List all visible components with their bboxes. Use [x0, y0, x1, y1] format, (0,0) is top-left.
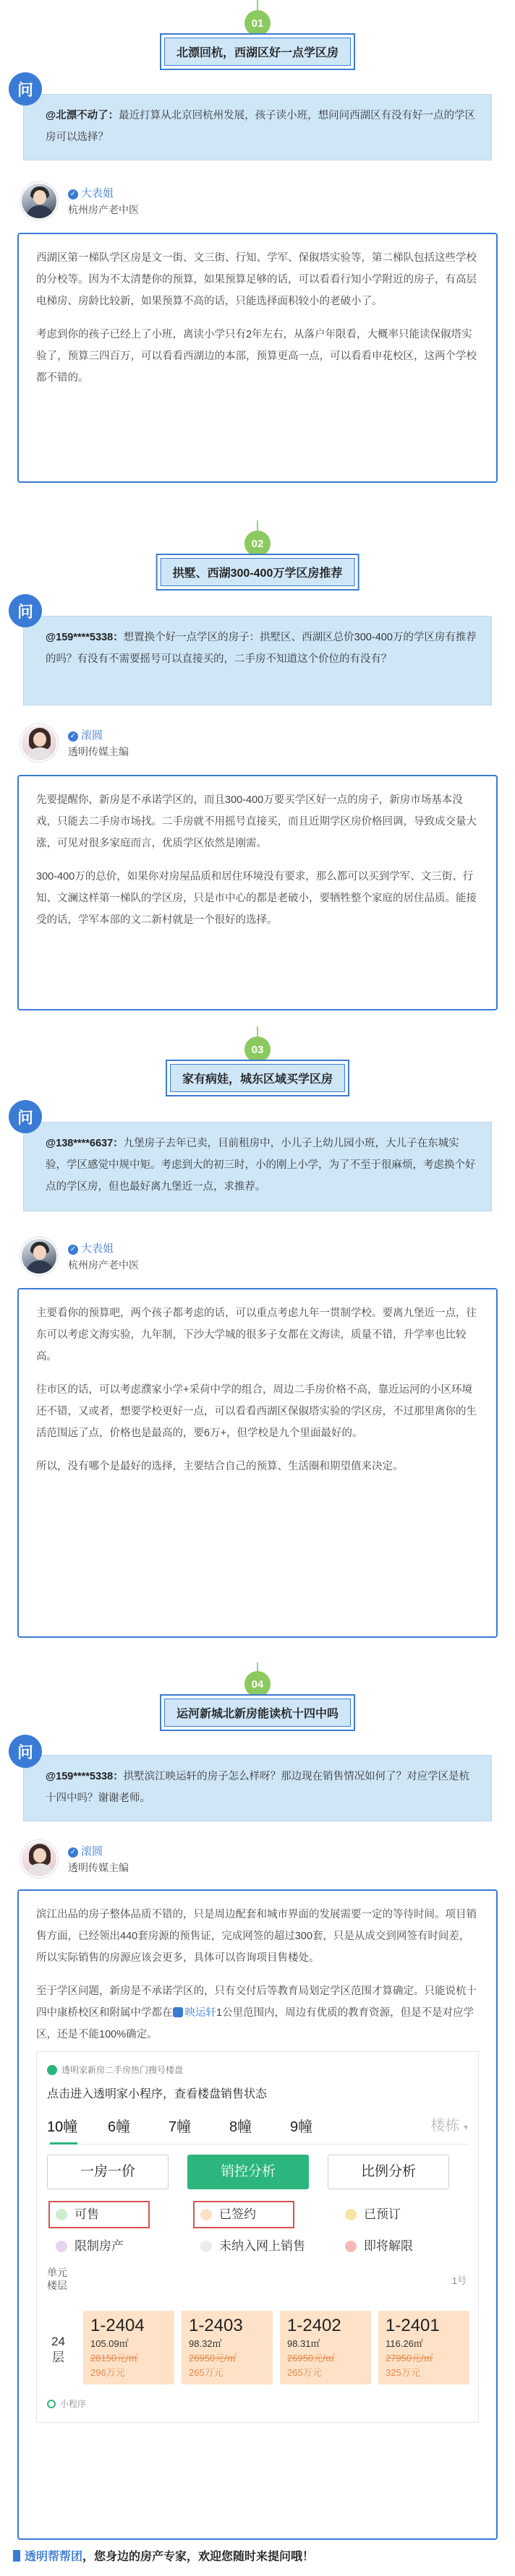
expert-name: ✓ 大表姐 [68, 1240, 114, 1255]
expert-name: ✓ 滚圆 [68, 727, 103, 742]
legend-item: 即将解限 [345, 2236, 475, 2257]
question-user: @北漂不动了： [46, 110, 119, 121]
unit-cell[interactable]: 1-2404 105.09㎡ 28150元/㎡ 296万元 [83, 2311, 174, 2384]
legend-item: 可售 [48, 2201, 150, 2228]
legend-swatch [56, 2209, 67, 2220]
legend-item: 已签约 [193, 2201, 294, 2228]
question-user: @159****5338： [46, 1771, 124, 1782]
tab-ratio-analysis[interactable]: 比例分析 [328, 2155, 449, 2189]
expert-avatar [20, 1840, 58, 1878]
verified-icon: ✓ [68, 1847, 78, 1858]
screenshot-hint: 点击进入透明家小程序，查看楼盘销售状态 [47, 2088, 268, 2100]
verified-icon: ✓ [68, 189, 78, 199]
question-card [23, 1755, 492, 1821]
section-title: 北漂回杭，西湖区好一点学区房 [164, 38, 351, 66]
expert-name: ✓ 滚圆 [68, 1843, 103, 1858]
section-title-box [160, 1694, 355, 1731]
analysis-tabs [47, 2155, 468, 2189]
section-title-box [166, 1060, 349, 1096]
brand-logo-icon [13, 2550, 20, 2562]
expert-avatar [20, 724, 58, 762]
question-card [23, 616, 492, 705]
answer-paragraph: 所以，没有哪个是最好的选择，主要结合自己的预算、生活圈和期望值来决定。 [36, 1461, 404, 1472]
section-title: 家有病娃，城东区域买学区房 [170, 1064, 345, 1092]
ask-icon: 问 [9, 594, 42, 627]
answer-card [17, 233, 498, 483]
mini-program-tag[interactable]: 小程序 [47, 2393, 468, 2415]
legend-swatch [345, 2209, 357, 2220]
answer-paragraph: 至于学区问题，新房是不承诺学区的，只有交付后等教育局划定学区范围才算确定。只能说杭十四中康桥校区和附属中学都在 映运轩1公里范围内，周边有优质的教育资源，但是不是对应学区，还是不能100%确定。 [36, 1985, 477, 2040]
scroll-label: 1号 [451, 2275, 467, 2286]
caret-down-icon: ▾ [463, 2122, 468, 2132]
legend-swatch [345, 2241, 357, 2252]
tab-sales-analysis[interactable]: 销控分析 [187, 2155, 309, 2189]
question-card [23, 1122, 492, 1211]
unit-cell[interactable]: 1-2403 98.32㎡ 26950元/㎡ 265万元 [182, 2311, 273, 2384]
screenshot-header: 透明家新房二手房热门搜号楼盘 [47, 2059, 468, 2081]
project-link[interactable]: 映运轩 [173, 2007, 217, 2019]
tab-price-list[interactable]: 一房一价 [47, 2155, 169, 2189]
section-title-box [160, 33, 355, 70]
expert-title: 透明传媒主编 [68, 1862, 129, 1873]
footer-brand: 透明帮帮团 [25, 2551, 83, 2563]
section-number-badge: 04 [244, 1671, 271, 1697]
unit-cell[interactable]: 1-2401 116.26㎡ 27950元/㎡ 325万元 [378, 2311, 469, 2384]
section-title-box [156, 554, 359, 591]
answer-paragraph: 主要看你的预算吧，两个孩子都考虑的话，可以重点考虑九年一贯制学校。要离九堡近一点，往东可以考虑文海实验，九年制，下沙大学城的很多子女都在文海读，质量不错，升学率也比较高。 [36, 1308, 477, 1362]
question-card [23, 94, 492, 160]
expert-title: 透明传媒主编 [68, 746, 129, 757]
ask-icon: 问 [9, 1100, 42, 1133]
section-title: 拱墅、西湖300-400万学区房推荐 [161, 558, 355, 586]
legend-item: 限制房产 [56, 2236, 200, 2257]
answer-paragraph: 西湖区第一梯队学区房是文一街、文三街、行知、学军、保俶塔实验等，第二梯队包括这些学校的分校等。因为不太清楚你的预算，如果预算足够的话，可以看看行知小学附近的房子，有高层电梯房、房龄比较新，如果预算不高的话，只能选择面积较小的老破小了。 [36, 252, 477, 307]
answer-paragraph: 300-400万的总价，如果你对房屋品质和居住环境没有要求，那么都可以买到学军、文三街、行知、文澜这样第一梯队的学区房，只是市中心的都是老破小，要牺牲整个家庭的居住品质。能接受的话，学军本部的文二新村就是一个很好的选择。 [36, 871, 477, 926]
answer-paragraph: 滨江出品的房子整体品质不错的，只是周边配套和城市界面的发展需要一定的等待时间。项目销售方面，已经领出440套房源的预售证，完成网签的超过300套，只是从成交到网签有时间差，所以实际销售的房源应该会更多，具体可以咨询项目售楼处。 [36, 1909, 477, 1964]
section-number-badge: 03 [244, 1036, 271, 1062]
question-text: 最近打算从北京回杭州发展，孩子读小班，想问问西湖区有没有好一点的学区房可以选择？ [46, 110, 476, 143]
question-text: 想置换个好一点学区的房子：拱墅区、西湖区总价300-400万的学区房有推荐的吗？有没有不需要摇号可以直接买的，二手房不知道这个价位的有没有？ [46, 632, 477, 665]
section-title: 运河新城北新房能读杭十四中吗 [164, 1699, 351, 1727]
ask-icon: 问 [9, 1735, 42, 1768]
building-more-dropdown[interactable]: 楼栋 ▾ [430, 2118, 468, 2134]
expert-avatar [20, 182, 58, 220]
verified-icon: ✓ [68, 1245, 78, 1255]
answer-card [17, 1889, 498, 2540]
question-user: @159****5338： [46, 632, 124, 643]
building-tab[interactable]: 6幢 [108, 2119, 131, 2135]
legend-swatch [200, 2241, 212, 2252]
section-number-badge: 01 [244, 10, 271, 36]
legend-swatch [56, 2241, 67, 2252]
expert-title: 杭州房产老中医 [68, 1259, 139, 1271]
footer-slogan [13, 2547, 314, 2564]
expert-name: ✓ 大表姐 [68, 185, 114, 200]
building-tabs [47, 2113, 468, 2144]
question-text: 九堡房子去年已卖，目前租房中，小儿子上幼儿园小班，大儿子在东城实验，学区感觉中规中矩。考虑到大的初三时，小的刚上小学，为了不至于很麻烦，考虑换个好点的学区房，但也最好离九堡近一点，求推荐。 [46, 1138, 476, 1193]
building-tab[interactable]: 8幢 [229, 2119, 252, 2135]
expert-avatar [20, 1237, 58, 1275]
ask-icon: 问 [9, 72, 42, 106]
status-legend [47, 2201, 468, 2257]
mini-program-icon [47, 2400, 56, 2408]
question-text: 拱墅滨江映运轩的房子怎么样呀？那边现在销售情况如何了？对应学区是杭十四中吗？谢谢老师。 [46, 1771, 470, 1804]
answer-paragraph: 往市区的话，可以考虑濮家小学+采荷中学的组合，周边二手房价格不高，靠近运河的小区环境还不错，又或者，想要学校更好一点，可以看看西湖区保俶塔实验的学区房，不过那里离你的生活范围远了点，价格也是最高的，要6万+，但学校是九个里面最好的。 [36, 1384, 477, 1439]
footer-text: ，您身边的房产专家，欢迎您随时来提问哦！ [82, 2551, 315, 2563]
answer-card [17, 1288, 498, 1638]
unit-row [83, 2311, 469, 2384]
answer-paragraph: 先要提醒你，新房是不承诺学区的，而且300-400万要买学区好一点的房子，新房市场基本没戏，只能去二手房市场找。二手房就不用摇号直接买，而且近期学区房价格回调，导致成交量大涨，可见对很多家庭而言，优质学区依然是刚需。 [36, 794, 477, 849]
unit-cell[interactable]: 1-2402 98.31㎡ 26950元/㎡ 265万元 [280, 2311, 371, 2384]
active-tab-indicator [50, 2142, 77, 2144]
legend-swatch [200, 2209, 212, 2220]
answer-card [17, 775, 498, 1010]
verified-icon: ✓ [68, 731, 78, 742]
link-icon [173, 2007, 183, 2017]
unit-floor-header: 单元 楼层 [47, 2267, 67, 2291]
floor-label: 24 层 [51, 2335, 65, 2364]
section-number-badge: 02 [244, 531, 271, 557]
building-tab[interactable]: 7幢 [169, 2119, 192, 2135]
unit-grid [47, 2266, 468, 2389]
app-logo-icon [47, 2065, 57, 2075]
building-tab[interactable]: 9幢 [290, 2119, 313, 2135]
answer-paragraph: 考虑到你的孩子已经上了小班，离读小学只有2年左右，从落户年限看，大概率只能读保俶塔实验了，预算三四百万，可以看看西湖边的本部，预算更高一点，可以看看申花校区，这两个学校都不错的。 [36, 329, 477, 384]
question-user: @138****6637： [46, 1138, 124, 1149]
legend-item: 未纳入网上销售 [200, 2236, 345, 2257]
legend-item: 已预订 [345, 2201, 475, 2228]
building-tab[interactable]: 10幢 [47, 2119, 78, 2135]
sales-status-screenshot[interactable] [36, 2051, 479, 2423]
expert-title: 杭州房产老中医 [68, 204, 139, 215]
